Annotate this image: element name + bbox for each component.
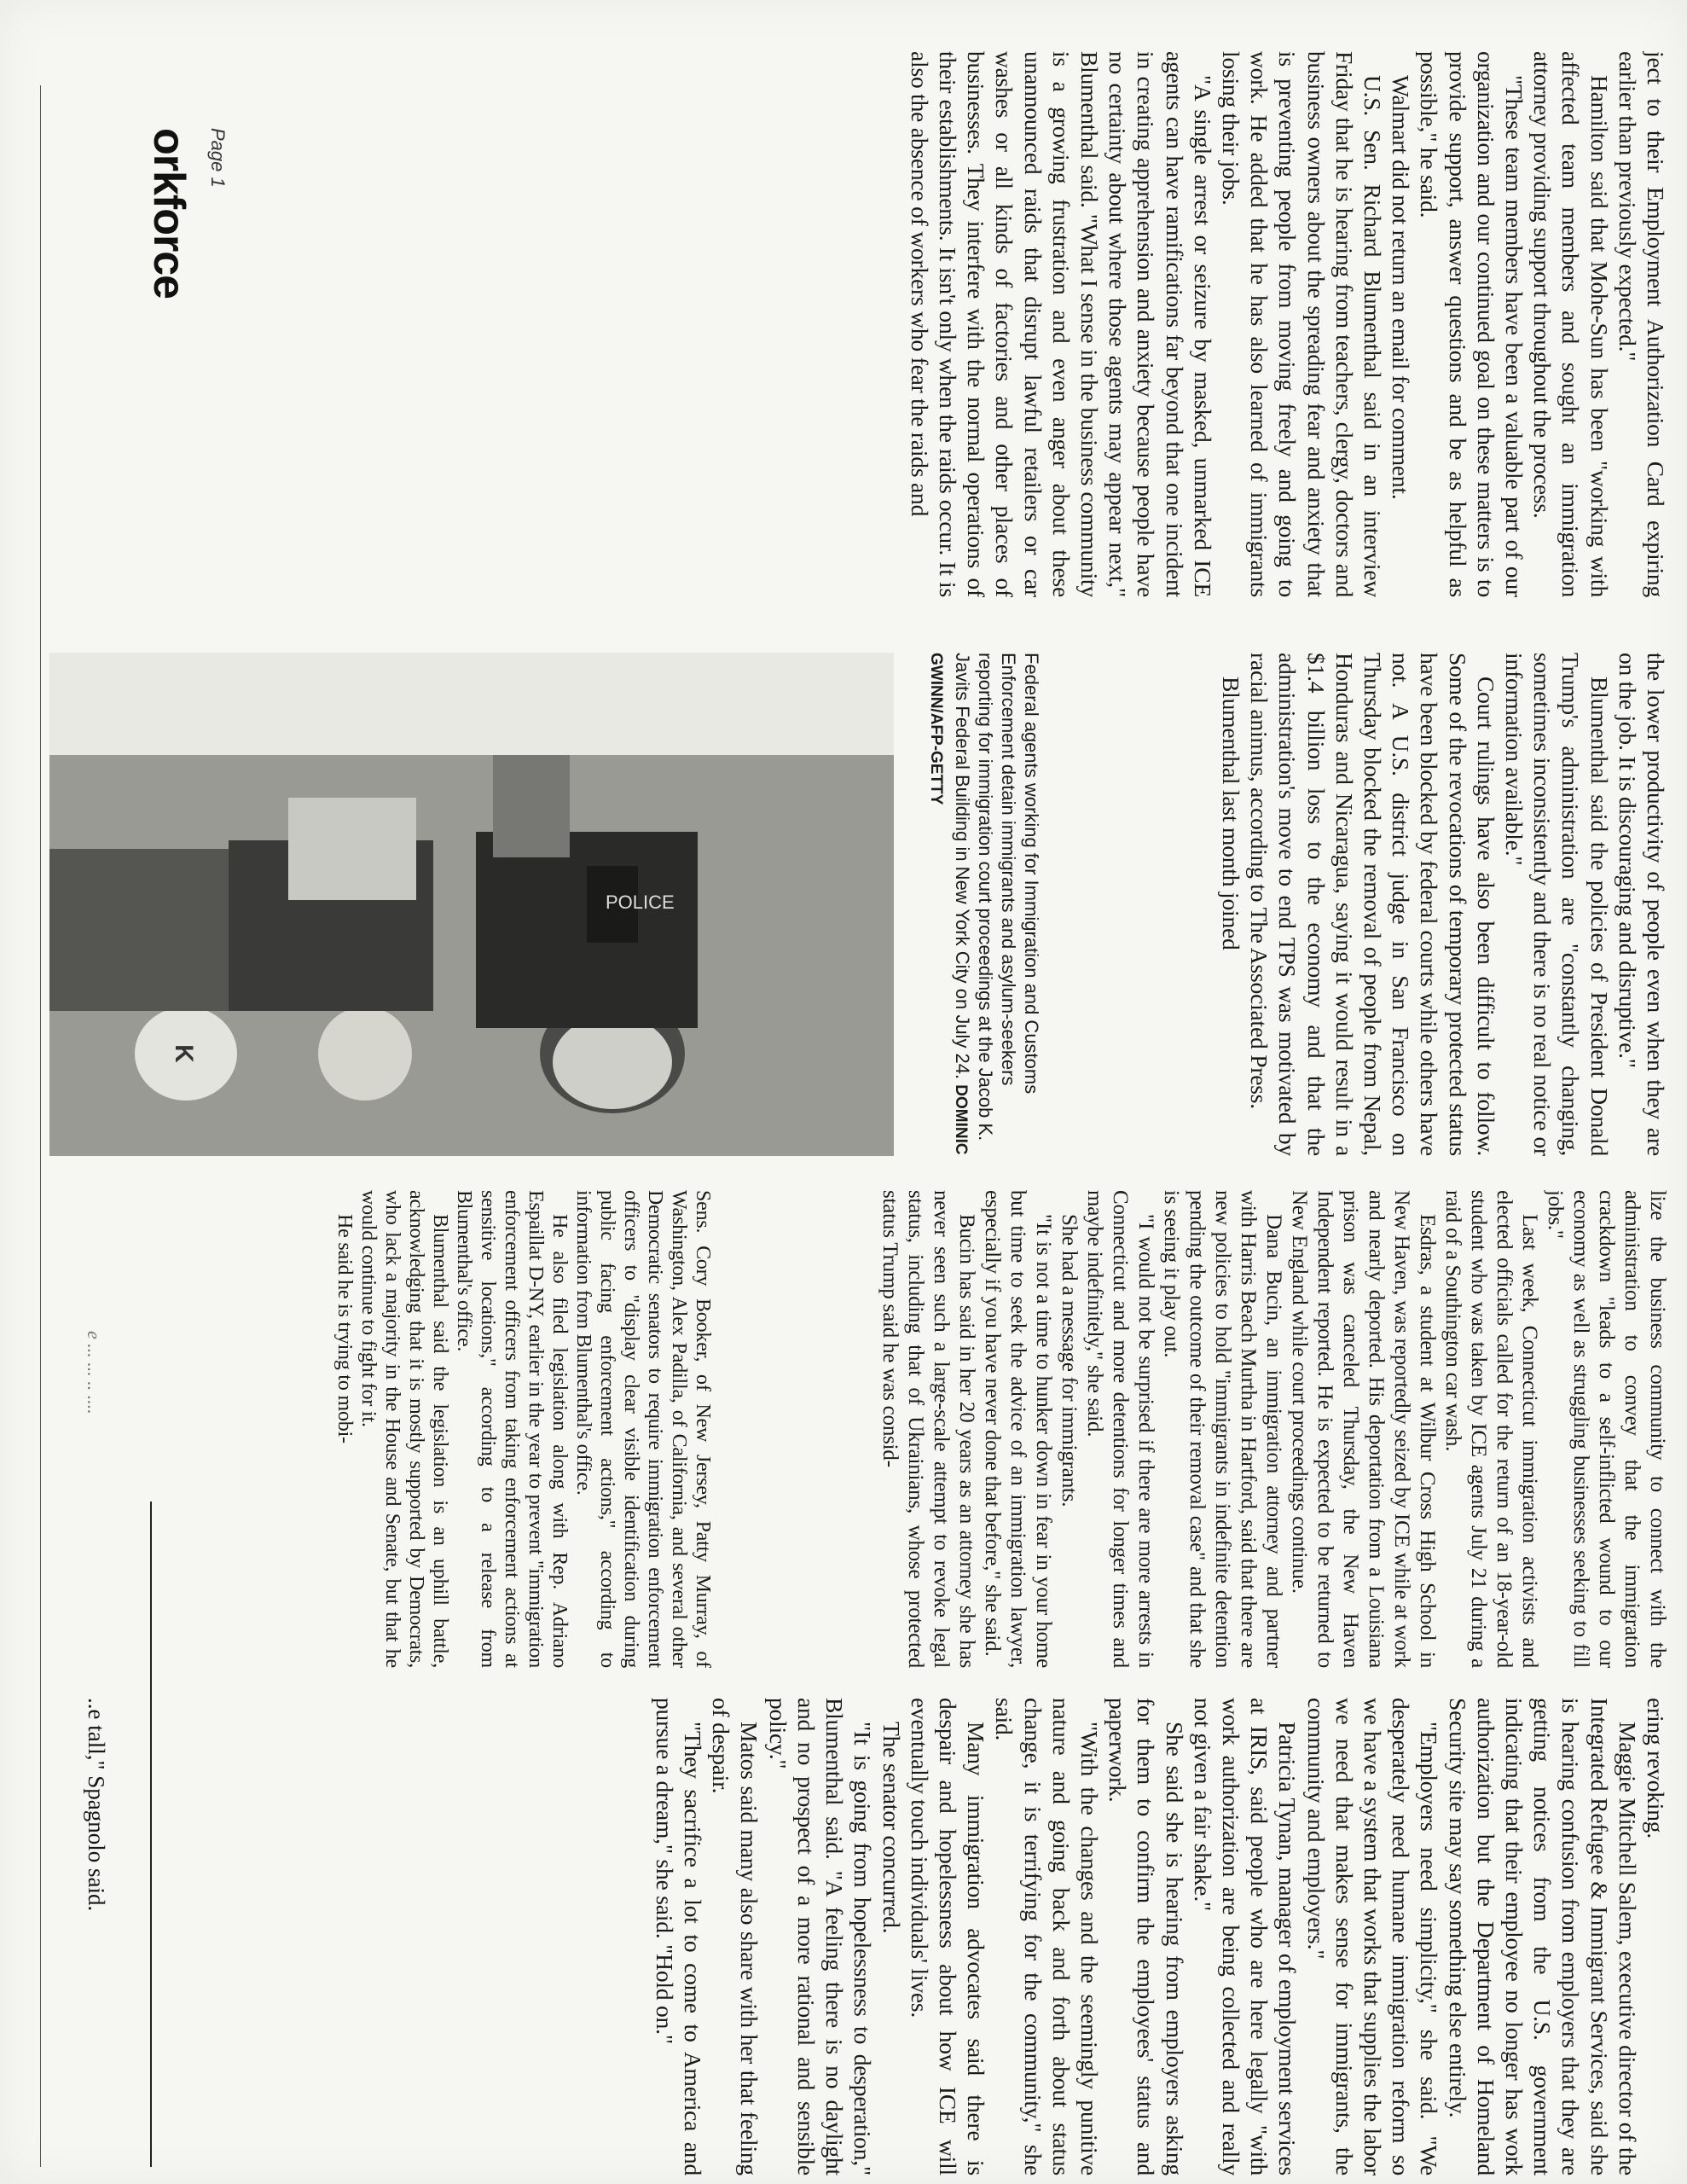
column-4 [732,1190,1670,1668]
paragraph: The senator concurred. [878,1722,905,1934]
headline: orkforce [144,128,194,299]
caption-text: Federal agents working for Immigration and Customs Enforcement detain immigrants and asylum-seekers reporting for immigration court proceedings at the Jacob K. Javits Federal Building in New York City on July 24. [952,653,1042,1141]
paragraph: Esdras, a student at Wilbur Cross High School in New Haven, was reportedly seized by ICE while at work and nearly deported. His deportation from a Louisiana prison was canceled Thursday, the New Haven Independent reported. He is expected to be returned to New England while court proceedings continue. [1288,1190,1439,1668]
column-rule [40,85,41,2167]
paragraph: "I would not be surprised if there are more arrests in Connecticut and more detentions for longer times and maybe indefinitely," she said. [1083,1190,1157,1668]
news-photo [49,653,894,1156]
column-2 [1056,653,1670,1156]
paragraph: He also filed legislation along with Rep. Adriano Espaillat D-NY, earlier in the year to prevent "immigration enforcement officers from taking enforcement actions at sensitive locations," according to a release from Blumenthal's office. [453,1190,571,1668]
paragraph: She said she is hearing from employers asking for them to confirm the employees' status and paperwork. [1104,1698,1188,2175]
column-1 [271,51,1670,597]
paragraph: Blumenthal said the policies of President Donald Trump's administration are "constantly changing, sometimes inconsistently and there is no real notice or information available." [1500,653,1613,1156]
paragraph: Walmart did not return an email for comment. [1388,75,1415,500]
paragraph: Blumenthal said the legislation is an uphill battle, acknowledging that it is mostly supported by Democrats, who lack a majority in the House and Senate, but that he would continue to fight for it. [357,1190,451,1668]
paragraph: "It is going from hopelessness to desperation," Blumenthal said. "A feeling there is no daylight and no prospect of a more rational and sensible policy." [764,1698,877,2175]
photo-caption [907,653,1043,1156]
column-5 [186,1698,1670,2175]
torn-header-fragment: e ... ... .. .... [84,1331,105,1414]
paragraph: ering revoking. [1643,1698,1669,1839]
police-patch-text: POLICE [606,892,675,913]
top-rule [150,1502,152,2167]
paragraph: Bucin has said in her 20 years as an attorney she has never seen such a large-scale attempt to revoke legal status, including that of Ukrainians, whose protected status Trump said he was consid- [878,1190,978,1668]
paragraph: U.S. Sen. Richard Blumenthal said in an interview Friday that he is hearing from teachers, clergy, doctors and business owners about the spreading fear and anxiety that is preventing people from moving freely and going to work. He added that he has also learned of immigrants losing their jobs. [1217,51,1386,597]
photo-credit: DOMINIC GWINN/AFP-GETTY [927,653,970,1155]
paragraph: "With the changes and the seemingly punitive nature and going back and forth about status change, it is terrifying for the community," she said. [991,1698,1103,2175]
paragraph: She had a message for immigrants. [1058,1214,1081,1507]
continued-fragment: ..e tall," Spagnolo said. [84,1698,109,1912]
from-page-label: Page 1 [207,128,229,188]
paragraph: "These team members have been a valuable part of our organization and our continued goal on these matters is to provide support, answer questions and be as helpful as possible," he said. [1416,51,1528,597]
paragraph: Court rulings have also been difficult to follow. Some of the revocations of temporary protected status have been blocked by federal courts while others have not. A U.S. district judge in San Francisco on Thursday blocked the removal of people from Nepal, Honduras and Nicaragua, saying it would result in a $1.4 billion loss to the economy and that the administration's move to end TPS was motivated by racial animus, according to The Associated Press. [1246,653,1499,1156]
paragraph: Blumenthal last month joined [1217,677,1244,950]
paragraph: "A single arrest or seizure by masked, unmarked ICE agents can have ramifications far beyond that one incident in creating apprehension and anxiety because people have no certainty about where those agents may appear next," Blumenthal said. "What I sense in the business community is a growing frustration and even anger about these unannounced raids that disrupt lawful retailers or car washes or all kinds of factories and other places of businesses. They interfere with the normal operations of their establishments. It isn't only when the raids occur. It is also the absence of workers who fear the raids and [906,51,1216,597]
paragraph: ject to their Employment Authorization Card expiring earlier than previously expected." [1614,51,1669,597]
paragraph: lize the business community to connect with the administration to convey that the immigration crackdown "leads to a self-inflicted wound to our economy as well as struggling businesses seeking to fill jobs." [1544,1190,1669,1668]
paragraph: He said he is trying to mobi- [333,1214,356,1443]
cap-logo: K [170,1044,198,1063]
paragraph: Matos said many also share with her that feeling of despair. [708,1698,763,2175]
paragraph: Dana Bucin, an immigration attorney and partner with Harris Beach Murtha in Hartford, said that there are new policies to hold "immigrants in indefinite detention pending the outcome of their removal case" and that she is seeing it play out. [1160,1190,1285,1668]
paragraph: Last week, Connecticut immigration activists and elected officials called for the return of an 18-year-old student who was taken by ICE agents July 21 during a raid of a Southington car wash. [1441,1190,1541,1668]
paragraph: Patricia Tynan, manager of employment services at IRIS, said people who are here legally "with work authorization are being collected and really not given a fair shake." [1189,1698,1301,2175]
paragraph: Hamilton said that Mohe-Sun has been "working with affected team members and sought an immigration attorney providing support throughout the process. [1529,51,1613,597]
paragraph: "It is not a time to hunker down in fear in your home but time to seek the advice of an immigration lawyer, especially if you have never done that before," she said. [981,1190,1055,1668]
paragraph: Maggie Mitchell Salem, executive director of the Integrated Refugee & Immigrant Services, said she is hearing confusion from employers that they are getting notices from the U.S. government indicating that their employee no longer has work authorization but the Department of Homeland Security site may say something else entirely. [1444,1698,1641,2175]
paragraph: Sens. Cory Booker, of New Jersey, Patty Murray, of Washington, Alex Padilla, of California, and several other Democratic senators to require immigration enforcement officers to "display clear visible identification during public facing enforcement actions," according to information from Blumenthal's office. [572,1190,714,1668]
paragraph: Many immigration advocates said there is despair and hopelessness about how ICE will eventually touch individuals' lives. [906,1698,990,2175]
paragraph: the lower productivity of people even when they are on the job. It is discouraging and disruptive." [1614,653,1669,1156]
paragraph: "Employers need simplicity," she said. "We desperately need humane immigration reform so we have a system that works that supplies the labor we need that makes sense for immigrants, the community and employers." [1302,1698,1443,2175]
paragraph: "They sacrifice a lot to come to America and pursue a dream," she said. "Hold on." [651,1698,707,2175]
column-3 [169,1190,715,1668]
